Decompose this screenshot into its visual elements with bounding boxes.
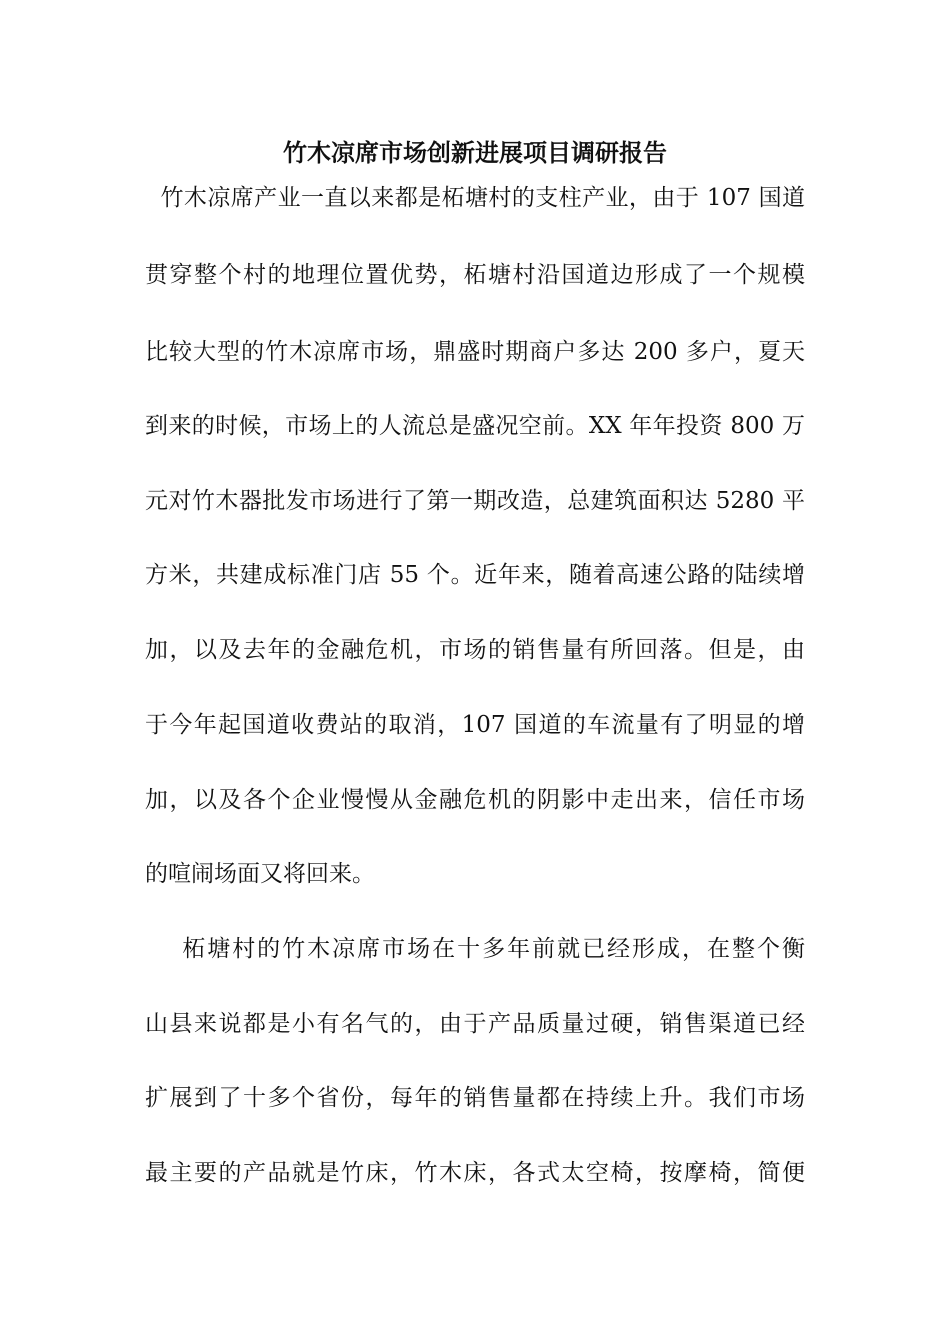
text-line: 到来的时候，市场上的人流总是盛况空前。XX 年年投资 800 万 bbox=[145, 413, 805, 439]
document-title: 竹木凉席市场创新进展项目调研报告 bbox=[283, 138, 667, 167]
text-line: 最主要的产品就是竹床，竹木床，各式太空椅，按摩椅，简便 bbox=[145, 1160, 805, 1186]
text-line: 扩展到了十多个省份，每年的销售量都在持续上升。我们市场 bbox=[145, 1085, 805, 1111]
text-line: 贯穿整个村的地理位置优势，柘塘村沿国道边形成了一个规模 bbox=[145, 262, 805, 288]
text-line: 加，以及去年的金融危机，市场的销售量有所回落。但是，由 bbox=[145, 637, 805, 663]
text-line: 加，以及各个企业慢慢从金融危机的阴影中走出来，信任市场 bbox=[145, 787, 805, 813]
text-line: 比较大型的竹木凉席市场，鼎盛时期商户多达 200 多户，夏天 bbox=[145, 339, 805, 365]
text-line: 的喧闹场面又将回来。 bbox=[145, 861, 375, 887]
text-line: 柘塘村的竹木凉席市场在十多年前就已经形成，在整个衡 bbox=[145, 936, 805, 962]
text-line: 竹木凉席产业一直以来都是柘塘村的支柱产业，由于 107 国道 bbox=[145, 185, 805, 211]
text-line: 山县来说都是小有名气的，由于产品质量过硬，销售渠道已经 bbox=[145, 1011, 805, 1037]
text-line: 方米，共建成标准门店 55 个。近年来，随着高速公路的陆续增 bbox=[145, 562, 805, 588]
text-line: 元对竹木器批发市场进行了第一期改造，总建筑面积达 5280 平 bbox=[145, 488, 805, 514]
text-line: 于今年起国道收费站的取消，107 国道的车流量有了明显的增 bbox=[145, 712, 805, 738]
